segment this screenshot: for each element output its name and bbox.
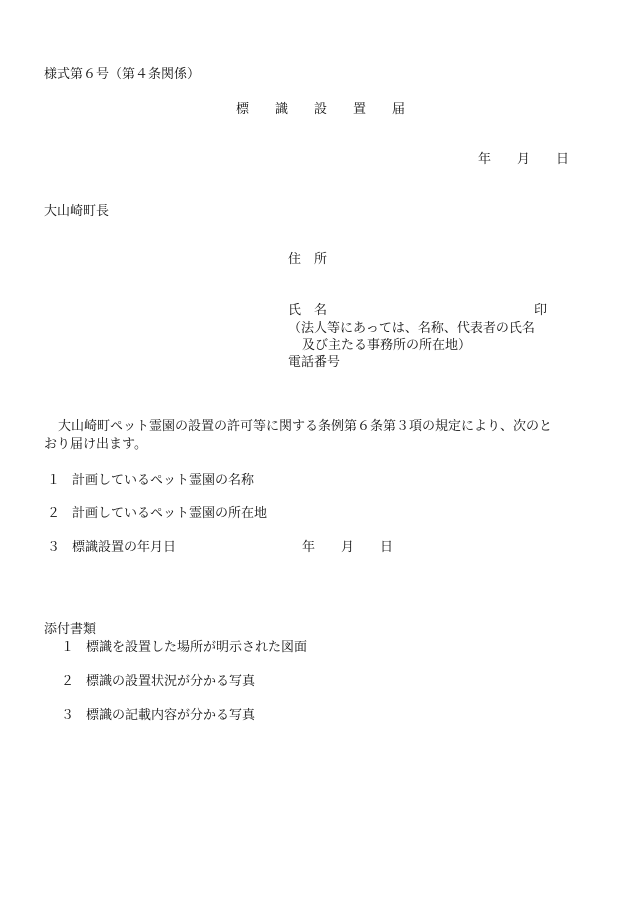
body-text-line-1: 大山崎町ペット霊園の設置の許可等に関する条例第６条第３項の規定により、次のと — [58, 419, 553, 434]
attachments-heading: 添付書類 — [44, 622, 97, 637]
corporate-note-line-1: （法人等にあっては、名称、代表者の氏名 — [288, 321, 535, 336]
attachment-number: １ — [61, 640, 75, 655]
attachment-label: 標識を設置した場所が明示された図面 — [86, 640, 308, 655]
document-title: 標 識 設 置 届 — [236, 102, 406, 117]
address-label: 住 所 — [288, 252, 328, 267]
date-line: 年 月 日 — [478, 152, 570, 167]
item-number: １ — [47, 473, 61, 488]
name-label: 氏 名 — [288, 303, 328, 318]
seal-label: 印 — [534, 303, 548, 318]
attachment-number: ３ — [61, 708, 75, 723]
attachment-label: 標識の記載内容が分かる写真 — [86, 708, 256, 723]
item-number: ２ — [47, 506, 61, 521]
corporate-note-line-2: 及び主たる事務所の所在地） — [302, 338, 472, 353]
attachment-label: 標識の設置状況が分かる写真 — [86, 674, 256, 689]
attachment-number: ２ — [61, 674, 75, 689]
phone-label: 電話番号 — [288, 355, 341, 370]
form-number: 様式第６号（第４条関係） — [44, 67, 201, 82]
item-date: 年 月 日 — [302, 540, 394, 555]
item-label: 計画しているペット霊園の名称 — [72, 473, 255, 488]
item-number: ３ — [47, 540, 61, 555]
addressee: 大山崎町長 — [44, 204, 110, 219]
item-label: 計画しているペット霊園の所在地 — [72, 506, 268, 521]
item-label: 標識設置の年月日 — [72, 540, 177, 555]
body-text-line-2: おり届け出ます。 — [44, 437, 147, 452]
